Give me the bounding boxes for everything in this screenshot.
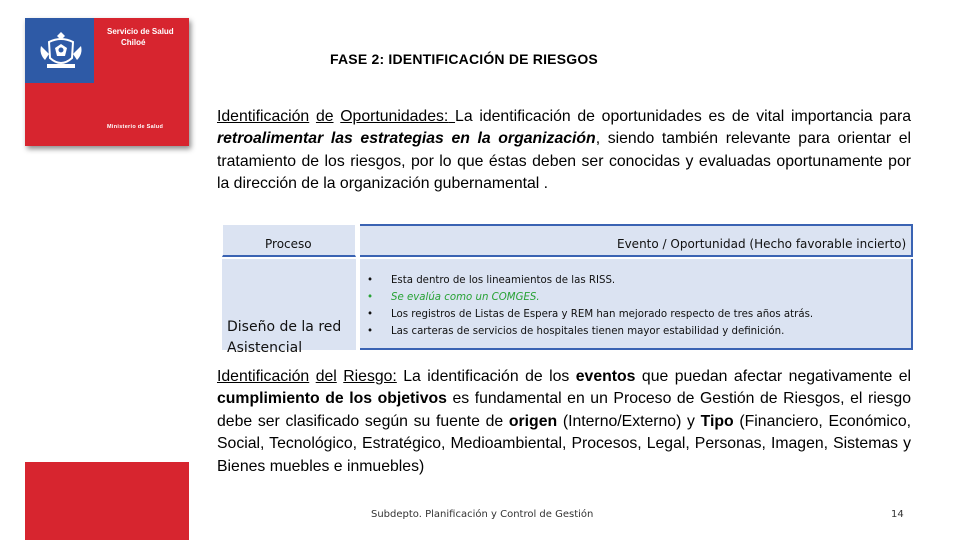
paragraph-text: , siendo también relevante para orientar el tratamiento de los riesgos, por lo que éstas deben ser conocidas y evaluadas oportunamente por la dirección de la organización gubernamental .	[217, 130, 911, 193]
paragraph-text: que puedan afectar negativamente el	[635, 368, 912, 385]
paragraph-emphasis: cumplimiento de los objetivos	[217, 390, 447, 408]
heading-word: Riesgo:	[343, 368, 397, 385]
logo-ministry-name: Ministerio de Salud	[107, 124, 164, 130]
table-cell-process	[222, 259, 356, 356]
page-number: 14	[891, 509, 904, 520]
paragraph-text: La identificación de oportunidades es de vital importancia para	[455, 108, 912, 125]
paragraph-text: es fundamental en un Proceso de Gestión de Riesgos, el riesgo debe ser clasificado según su fuente de	[217, 390, 911, 430]
paragraph-emphasis: eventos	[575, 368, 636, 385]
bottom-red-strip	[25, 462, 189, 540]
paragraph-text: (Interno/Externo) y	[557, 412, 701, 430]
heading-word: de	[315, 108, 334, 125]
heading-word: Identificación	[217, 108, 310, 125]
opportunity-paragraph	[217, 106, 911, 196]
process-line: Diseño de la red	[227, 319, 342, 335]
header-label: Proceso	[265, 237, 312, 251]
list-item: • Los registros de Listas de Espera y REM han mejorado respecto de tres años atrás.	[367, 306, 813, 323]
list-item: • Las carteras de servicios de hospitales tienen mayor estabilidad y definición.	[367, 323, 813, 340]
coat-of-arms-icon	[35, 24, 87, 76]
risk-table	[222, 224, 913, 356]
list-item: • Esta dentro de los lineamientos de las RISS.	[367, 272, 813, 289]
heading-word: Identificación	[217, 368, 310, 385]
heading-word: del	[315, 368, 337, 385]
logo-red-bottom-block	[25, 83, 189, 146]
risk-paragraph	[217, 366, 911, 478]
process-line: Asistencial	[227, 340, 303, 356]
logo-service-name: Servicio de Salud	[107, 27, 174, 36]
table-header-process	[222, 224, 356, 257]
list-item: • Se evalúa como un COMGES.	[367, 289, 813, 306]
process-name	[227, 317, 341, 359]
event-list	[367, 272, 813, 340]
logo-region-name: Chiloé	[121, 38, 146, 47]
paragraph-text: La identificación de los	[396, 368, 576, 385]
table-header-event	[360, 224, 913, 257]
logo	[25, 18, 189, 146]
header-label: Evento / Oportunidad (Hecho favorable incierto)	[617, 237, 907, 251]
paragraph-emphasis: retroalimentar las estrategias en la organización	[217, 130, 596, 148]
page-title: FASE 2: IDENTIFICACIÓN DE RIESGOS	[330, 51, 598, 67]
footer-text: Subdepto. Planificación y Control de Gestión	[371, 509, 594, 520]
paragraph-emphasis: Tipo	[700, 412, 734, 430]
heading-word: Oportunidades:	[340, 108, 449, 125]
paragraph-text: (Financiero, Económico, Social, Tecnológico, Estratégico, Medioambiental, Procesos, Legal, Personas, Imagen, Sistemas y Bienes muebles e inmuebles)	[217, 412, 911, 475]
paragraph-emphasis: origen	[508, 412, 558, 430]
